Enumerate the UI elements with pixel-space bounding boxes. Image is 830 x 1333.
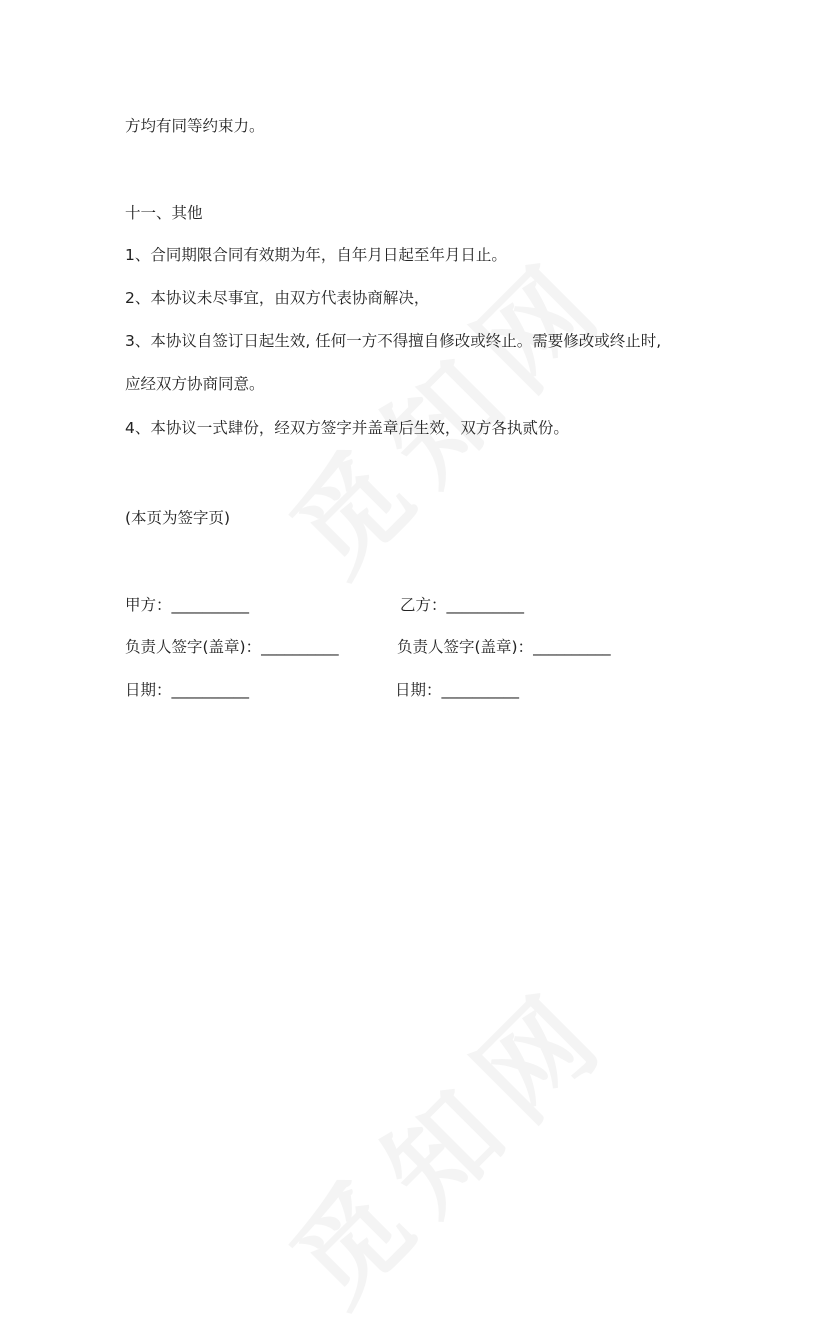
watermark [251,215,638,602]
signature-page-note: (本页为签字页) [125,509,231,527]
clause-2: 2、本协议未尽事宜，由双方代表协商解决， [125,289,430,307]
signer-b-field: 负责人签字(盖章)：__________ [397,638,611,656]
clause-1: 1、合同期限合同有效期为年，自年月日起至年月日止。 [125,246,507,264]
signer-a-field: 负责人签字(盖章)：__________ [125,638,339,656]
section-title: 十一、其他 [125,204,203,222]
date-a-field: 日期：__________ [125,681,250,699]
party-a-field: 甲方：__________ [125,596,250,614]
date-b-field: 日期：__________ [395,681,520,699]
party-b-field: 乙方：__________ [400,596,525,614]
clause-3: 3、本协议自签订日起生效, 任何一方不得擅自修改或终止。需要修改或终止时, [125,332,662,350]
clause-3-continued: 应经双方协商同意。 [125,375,265,393]
clause-4: 4、本协议一式肆份，经双方签字并盖章后生效，双方各执贰份。 [125,419,569,437]
watermark [251,945,638,1332]
paragraph-intro: 方均有同等约束力。 [125,117,265,135]
